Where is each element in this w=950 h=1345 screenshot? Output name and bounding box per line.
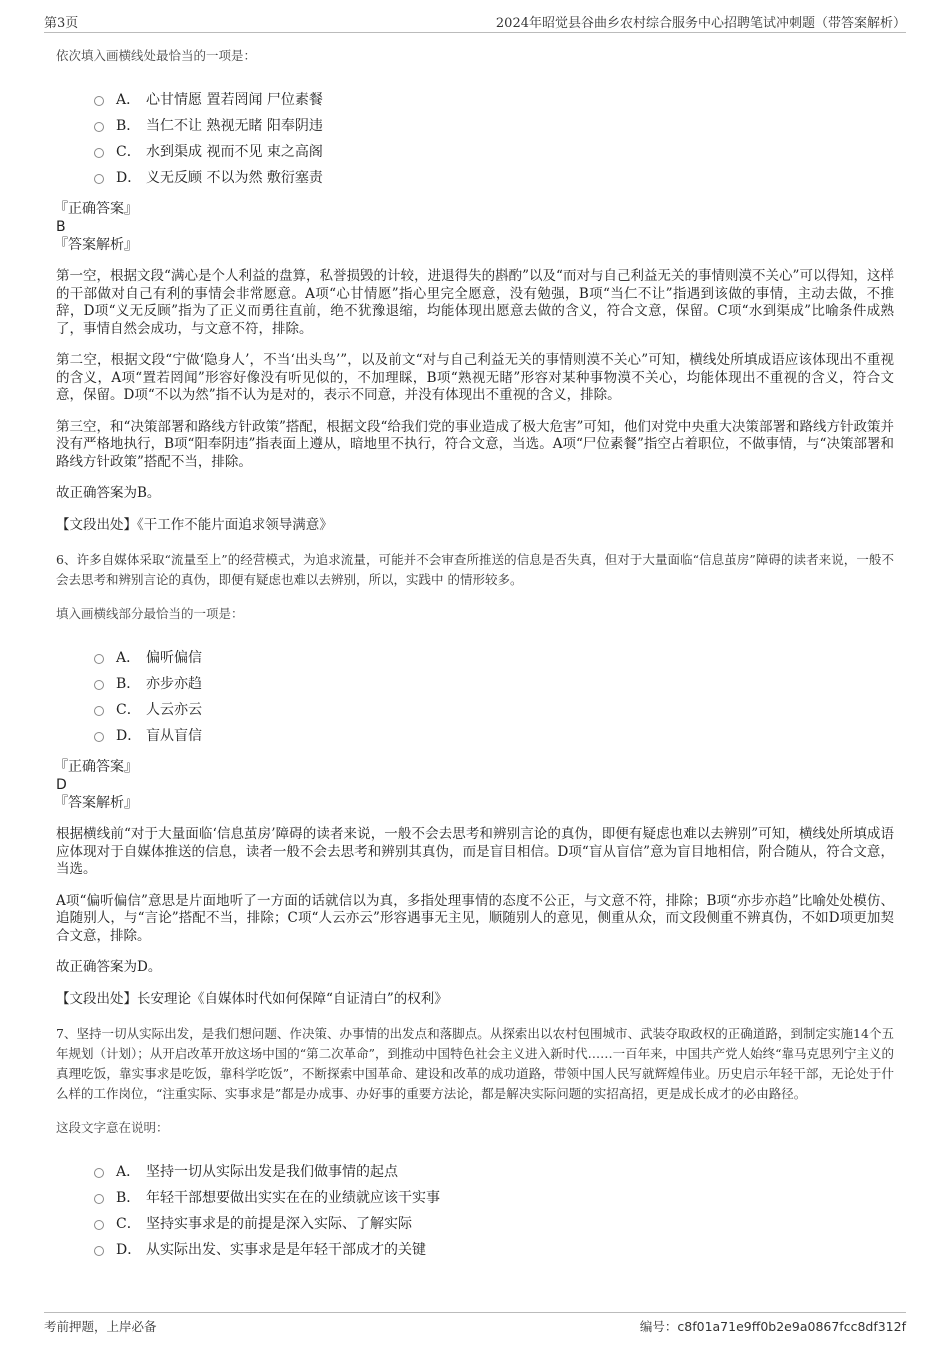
document-title: 2024年昭觉县谷曲乡农村综合服务中心招聘笔试冲刺题（带答案解析） (495, 16, 906, 31)
option-letter: C． (116, 1216, 141, 1232)
radio-icon[interactable] (94, 122, 104, 132)
radio-icon[interactable] (94, 706, 104, 716)
radio-icon[interactable] (94, 654, 104, 664)
option-text: 心甘情愿 置若罔闻 尸位素餐 (146, 92, 323, 108)
option-d[interactable] (94, 164, 894, 190)
analysis-label: 『答案解析』 (54, 237, 138, 253)
radio-icon[interactable] (94, 174, 104, 184)
option-a[interactable] (94, 86, 894, 112)
radio-icon[interactable] (94, 1194, 104, 1204)
question-prompt: 这段文字意在说明： (56, 1120, 169, 1135)
option-list (94, 86, 894, 190)
page-footer (44, 1312, 906, 1335)
document-code (640, 1317, 906, 1335)
option-list (94, 644, 894, 748)
option-letter: A． (116, 650, 141, 666)
option-d[interactable] (94, 1236, 894, 1262)
question-stem: 7、坚持一切从实际出发，是我们想问题、作决策、办事情的出发点和落脚点。从探索出以农村包围城市、武装夺取政权的正确道路，到制定实施14个五年规划（计划）；从开启改革开放这场中国的“第二次革命”，到推动中国特色社会主义进入新时代……一百年来，中国共产党人始终“靠马克思列宁主义的真理吃饭，靠实事求是吃饭，靠科学吃饭”，不断探索中国革命、建设和改革的成功道路，带领中国人民写就辉煌伟业。历史启示年轻干部，无论处于什么样的工作岗位，“注重实际、实事求是”都是办成事、办好事的重要方法论，都是解决实际问题的实招高招，更是成长成才的必由路径。 (56, 1026, 894, 1101)
correct-answer-label: 『正确答案』 (54, 201, 138, 217)
question-prompt: 填入画横线部分最恰当的一项是： (56, 606, 244, 621)
radio-icon[interactable] (94, 732, 104, 742)
correct-answer: D (56, 777, 67, 793)
option-c[interactable] (94, 1210, 894, 1236)
option-text: 坚持一切从实际出发是我们做事情的起点 (146, 1164, 398, 1180)
option-letter: B． (116, 676, 141, 692)
option-list (94, 1158, 894, 1262)
document-body (56, 46, 894, 1272)
option-letter: B． (116, 1190, 141, 1206)
analysis-paragraph: 第三空，和“决策部署和路线方针政策”搭配，根据文段“给我们党的事业造成了极大危害”可知，他们对党中央重大决策部署和路线方针政策并没有严格地执行，B项“阳奉阴违”指表面上遵从，暗地里不执行，符合文意，当选。A项“尸位素餐”指空占着职位，不做事情，与“决策部署和路线方针政策”搭配不当，排除。 (56, 418, 894, 470)
option-c[interactable] (94, 696, 894, 722)
document-code-label: 编号： (639, 1319, 678, 1334)
option-letter: A． (116, 1164, 141, 1180)
analysis-conclusion: 故正确答案为D。 (56, 959, 162, 975)
option-letter: A． (116, 92, 141, 108)
option-text: 从实际出发、实事求是是年轻干部成才的关键 (146, 1242, 426, 1258)
option-b[interactable] (94, 1184, 894, 1210)
option-text: 盲从盲信 (146, 728, 202, 744)
radio-icon[interactable] (94, 680, 104, 690)
option-c[interactable] (94, 138, 894, 164)
question-6 (56, 550, 894, 1008)
page-number: 第3页 (44, 16, 79, 31)
option-letter: D． (116, 170, 142, 186)
radio-icon[interactable] (94, 96, 104, 106)
option-b[interactable] (94, 670, 894, 696)
source-citation: 【文段出处】长安理论《自媒体时代如何保障“自证清白”的权利》 (56, 990, 448, 1007)
option-text: 人云亦云 (146, 702, 202, 718)
analysis-label: 『答案解析』 (54, 795, 138, 811)
question-prompt: 依次填入画横线处最恰当的一项是： (56, 48, 257, 63)
option-a[interactable] (94, 644, 894, 670)
option-d[interactable] (94, 722, 894, 748)
question-stem: 6、许多自媒体采取“流量至上”的经营模式，为追求流量，可能并不会审查所推送的信息是否失真，但对于大量面临“信息茧房”障碍的读者来说，一般不会去思考和辨别言论的真伪，即便有疑虑也难以去辨别，所以，实践中 的情形较多。 (56, 552, 894, 587)
correct-answer: B (56, 219, 66, 235)
option-text: 偏听偏信 (146, 650, 202, 666)
option-letter: D． (116, 728, 142, 744)
analysis-paragraph: 第二空，根据文段“宁做‘隐身人’，不当‘出头鸟’”，以及前文“对与自己利益无关的事情则漠不关心”可知，横线处所填成语应该体现出不重视的含义，A项“置若罔闻”形容好像没有听见似的，不加理睬，B项“熟视无睹”形容对某种事物漠不关心，均能体现出不重视的含义，符合文意，保留。D项“不以为然”指不认为是对的，表示不同意，并没有体现出不重视的含义，排除。 (56, 352, 894, 403)
option-text: 坚持实事求是的前提是深入实际、了解实际 (146, 1216, 412, 1232)
option-a[interactable] (94, 1158, 894, 1184)
option-text: 义无反顾 不以为然 敷衍塞责 (146, 170, 323, 186)
analysis-paragraph: 根据横线前“对于大量面临‘信息茧房’障碍的读者来说，一般不会去思考和辨别言论的真伪，即便有疑虑也难以去辨别”可知，横线处所填成语应体现对于自媒体推送的信息，读者一般不会去思考和辨别其真伪，而是盲目相信。D项“盲从盲信”意为盲目地相信，附合随从，符合文意，当选。 (56, 826, 894, 877)
question-5 (56, 46, 894, 534)
page-header (44, 12, 906, 33)
analysis-paragraph: 第一空，根据文段“满心是个人利益的盘算，私誉损毁的计较，进退得失的斟酌”以及“而对与自己利益无关的事情则漠不关心”可以得知，这样的干部做对自己有利的事情会非常愿意。A项“心甘情愿”指心里完全愿意，没有勉强，B项“当仁不让”指遇到该做的事情，主动去做，不推辞，D项“义无反顾”指为了正义而勇往直前，绝不犹豫退缩，均能体现出愿意去做的含义，符合文意，保留。C项“水到渠成”比喻条件成熟了，事情自然会成功，与文意不符，排除。 (56, 268, 894, 337)
option-b[interactable] (94, 112, 894, 138)
option-text: 当仁不让 熟视无睹 阳奉阴违 (146, 118, 323, 134)
radio-icon[interactable] (94, 1220, 104, 1230)
footer-slogan: 考前押题，上岸必备 (44, 1319, 157, 1334)
option-letter: D． (116, 1242, 142, 1258)
question-7 (56, 1024, 894, 1262)
correct-answer-label: 『正确答案』 (54, 759, 138, 775)
document-code-value: c8f01a71e9ff0b2e9a0867fcc8df312f (677, 1319, 906, 1334)
source-citation: 【文段出处】《干工作不能片面追求领导满意》 (56, 516, 333, 533)
analysis-conclusion: 故正确答案为B。 (56, 485, 161, 501)
option-letter: C． (116, 702, 141, 718)
radio-icon[interactable] (94, 148, 104, 158)
option-text: 亦步亦趋 (146, 676, 202, 692)
option-letter: B． (116, 118, 141, 134)
option-letter: C． (116, 144, 141, 160)
radio-icon[interactable] (94, 1168, 104, 1178)
radio-icon[interactable] (94, 1246, 104, 1256)
option-text: 水到渠成 视而不见 束之高阁 (146, 144, 323, 160)
analysis-paragraph: A项“偏听偏信”意思是片面地听了一方面的话就信以为真，多指处理事情的态度不公正，与文意不符，排除；B项“亦步亦趋”比喻处处模仿、追随别人，与“言论”搭配不当，排除；C项“人云亦云”形容遇事无主见，顺随别人的意见，侧重从众，而文段侧重不辨真伪，不如D项更加契合文意，排除。 (56, 892, 894, 944)
option-text: 年轻干部想要做出实实在在的业绩就应该干实事 (146, 1190, 440, 1206)
